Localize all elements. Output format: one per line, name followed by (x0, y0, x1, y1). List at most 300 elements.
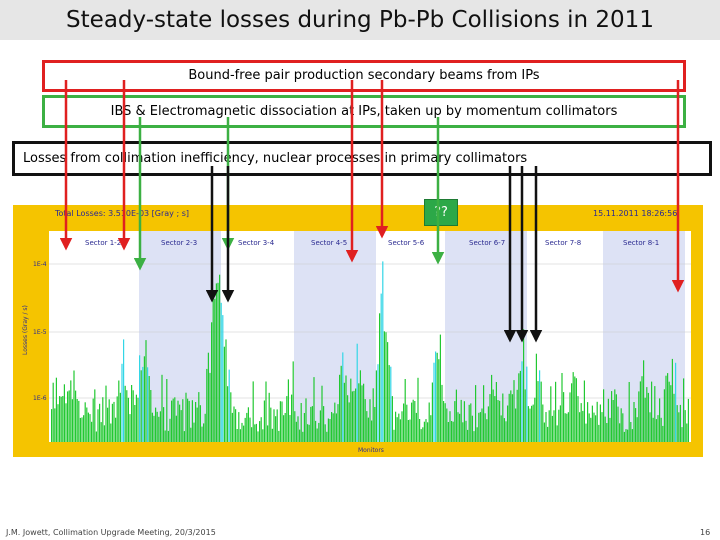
loss-bar (568, 412, 569, 442)
loss-plot (13, 205, 703, 457)
loss-bar (465, 421, 466, 442)
loss-bar (89, 414, 90, 442)
loss-bar (256, 424, 257, 442)
loss-bar (489, 394, 490, 442)
loss-bar (542, 405, 543, 443)
loss-bar (195, 402, 196, 442)
loss-bar (232, 413, 233, 442)
loss-bar (667, 373, 668, 442)
loss-bar (355, 389, 356, 443)
loss-bar (206, 369, 207, 442)
loss-bar (672, 359, 673, 442)
loss-bar (528, 406, 529, 442)
loss-bar (310, 407, 311, 442)
loss-bar (654, 386, 655, 442)
loss-bar (665, 376, 666, 442)
loss-bar (617, 407, 618, 442)
loss-bar (59, 396, 60, 442)
loss-bar (296, 422, 297, 442)
loss-bar (601, 412, 602, 442)
loss-bar (569, 392, 570, 442)
loss-bar (243, 426, 244, 442)
loss-bar (328, 419, 329, 443)
loss-bar (457, 412, 458, 442)
loss-bar (214, 299, 215, 442)
loss-bar (222, 315, 223, 442)
loss-bar (389, 365, 390, 442)
loss-bar (675, 363, 676, 442)
loss-bar (181, 410, 182, 442)
loss-bar (579, 412, 580, 442)
loss-bar (309, 425, 310, 442)
loss-bar (517, 390, 518, 442)
loss-bar (485, 413, 486, 442)
loss-bar (286, 396, 287, 442)
loss-bar (201, 427, 202, 442)
ibs-em-box: IBS & Electromagnetic dissociation at IPs, taken up by momentum collimators (42, 95, 686, 128)
loss-bar (576, 378, 577, 442)
loss-bar (451, 421, 452, 442)
loss-bar (497, 400, 498, 442)
loss-bar (685, 410, 686, 442)
loss-bar (211, 322, 212, 442)
loss-bar (669, 382, 670, 442)
loss-bar (557, 425, 558, 442)
sector-label: Sector 7-8 (545, 239, 582, 247)
loss-bar (621, 408, 622, 442)
loss-bar (646, 387, 647, 442)
loss-bar (171, 401, 172, 442)
loss-bar (563, 392, 564, 442)
loss-bar (157, 412, 158, 442)
loss-bar (361, 385, 362, 442)
loss-bar (409, 420, 410, 443)
loss-bar (456, 390, 457, 442)
loss-bar (128, 398, 129, 442)
loss-bar (381, 294, 382, 442)
loss-bar (467, 430, 468, 442)
sector-label: Sector 6-7 (469, 239, 506, 247)
loss-bar (537, 381, 538, 442)
loss-bar (147, 367, 148, 442)
loss-bar (656, 419, 657, 442)
loss-bar (376, 370, 377, 442)
loss-bar (270, 408, 271, 442)
loss-bar (565, 413, 566, 442)
loss-bar (571, 383, 572, 442)
loss-bar (254, 424, 255, 442)
loss-bar (627, 430, 628, 442)
loss-bar (422, 427, 423, 442)
loss-bar (437, 353, 438, 442)
loss-bar (649, 412, 650, 442)
loss-bar (113, 402, 114, 442)
loss-bar (342, 352, 343, 442)
loss-bar (577, 396, 578, 442)
loss-bar (294, 411, 295, 442)
loss-bar (616, 394, 617, 442)
loss-bar (139, 355, 140, 442)
loss-bar (592, 406, 593, 442)
loss-bar (597, 402, 598, 442)
loss-bar (80, 418, 81, 442)
loss-bar (398, 414, 399, 442)
loss-bar (510, 390, 511, 442)
loss-bar (137, 398, 138, 442)
loss-bar (403, 404, 404, 443)
loss-bar (273, 409, 274, 442)
loss-bar (400, 419, 401, 442)
loss-bar (513, 380, 514, 442)
loss-bar (341, 366, 342, 442)
loss-bar (264, 401, 265, 443)
loss-bar (289, 415, 290, 442)
loss-bar (392, 396, 393, 442)
loss-bar (688, 399, 689, 442)
loss-bar (590, 418, 591, 442)
loss-bar (85, 402, 86, 442)
sector-label: Sector 3-4 (238, 239, 275, 247)
loss-bar (142, 367, 143, 442)
sector-label: Sector 1-2 (85, 239, 122, 247)
loss-bar (499, 401, 500, 442)
loss-bar (73, 371, 74, 443)
loss-bar (93, 399, 94, 442)
loss-bar (269, 393, 270, 442)
loss-bar (134, 405, 135, 442)
y-tick-label: 1E-6 (33, 395, 47, 402)
loss-bar (161, 375, 162, 442)
loss-bar (629, 382, 630, 442)
loss-bar (107, 408, 108, 442)
loss-bar (441, 385, 442, 442)
loss-bar (533, 405, 534, 442)
loss-bar (664, 389, 665, 442)
loss-bar (438, 359, 439, 442)
y-tick-label: 1E-5 (33, 329, 47, 336)
loss-bar (651, 382, 652, 442)
loss-bar (625, 429, 626, 442)
loss-bar (488, 406, 489, 442)
loss-bar (541, 382, 542, 442)
loss-bar (643, 360, 644, 442)
loss-bar (553, 410, 554, 442)
loss-bar (209, 373, 210, 442)
sector-label: Sector 8-1 (623, 239, 660, 247)
y-axis-label: Losses (Gray / s) (22, 305, 29, 355)
loss-bar (262, 429, 263, 442)
loss-bar (325, 424, 326, 442)
loss-bar (363, 384, 364, 442)
loss-bar (83, 415, 84, 442)
loss-bar (96, 432, 97, 443)
loss-bar (259, 421, 260, 442)
loss-bar (358, 383, 359, 442)
loss-bar (429, 403, 430, 443)
loss-bar (531, 406, 532, 442)
loss-bar (593, 413, 594, 442)
loss-bar (227, 386, 228, 442)
loss-bar (333, 413, 334, 442)
loss-bar (65, 403, 66, 442)
loss-bar (136, 395, 137, 442)
loss-bar (101, 422, 102, 442)
loss-bar (446, 409, 447, 443)
loss-bar (483, 385, 484, 442)
loss-bar (653, 418, 654, 442)
loss-bar (560, 405, 561, 442)
loss-bar (595, 415, 596, 442)
loss-bar (406, 405, 407, 442)
loss-bar (126, 390, 127, 442)
loss-bar (574, 377, 575, 443)
loss-bar (163, 407, 164, 442)
loss-bar (145, 340, 146, 442)
loss-bar (443, 401, 444, 442)
loss-bar (217, 283, 218, 442)
loss-bar (99, 404, 100, 442)
loss-bar (417, 378, 418, 442)
loss-bar (299, 430, 300, 442)
loss-bar (566, 414, 567, 442)
loss-bar (337, 404, 338, 442)
loss-bar (56, 378, 57, 442)
loss-bar (600, 405, 601, 443)
loss-bar (494, 396, 495, 442)
loss-bar (78, 401, 79, 442)
loss-bar (192, 400, 193, 442)
loss-bar (155, 408, 156, 442)
loss-bar (440, 335, 441, 442)
loss-bar (478, 413, 479, 442)
loss-bar (544, 423, 545, 443)
loss-bar (526, 367, 527, 442)
loss-bar (677, 405, 678, 442)
loss-bar (312, 406, 313, 442)
loss-bar (235, 409, 236, 442)
loss-bar (585, 424, 586, 442)
loss-bar (545, 412, 546, 442)
loss-bar (117, 396, 118, 442)
loss-bar (462, 422, 463, 442)
loss-bar (609, 418, 610, 442)
loss-bar (110, 424, 111, 443)
loss-bar (278, 431, 279, 442)
loss-bar (336, 413, 337, 442)
loss-bar (187, 399, 188, 442)
loss-bar (277, 409, 278, 442)
loss-bar (421, 429, 422, 442)
loss-bar (64, 384, 65, 442)
loss-bar (366, 411, 367, 442)
loss-bar (464, 401, 465, 442)
loss-bar (662, 426, 663, 442)
loss-bar (430, 415, 431, 442)
loss-bar (419, 419, 420, 442)
loss-bar (416, 413, 417, 442)
loss-bar (385, 332, 386, 442)
loss-bar (505, 421, 506, 442)
loss-bar (165, 431, 166, 443)
loss-bar (190, 428, 191, 442)
loss-bar (477, 427, 478, 442)
loss-bar (329, 419, 330, 442)
loss-bar (326, 432, 327, 442)
loss-bar (520, 371, 521, 442)
loss-bar (461, 400, 462, 442)
loss-bar (115, 418, 116, 442)
loss-bar (481, 409, 482, 443)
loss-bar (454, 401, 455, 442)
loss-bar (67, 391, 68, 442)
loss-bar (453, 422, 454, 442)
loss-bar (200, 405, 201, 442)
loss-bar (331, 412, 332, 442)
loss-bar (149, 376, 150, 442)
loss-bar (472, 416, 473, 442)
loss-bar (339, 375, 340, 442)
loss-bar (198, 392, 199, 442)
loss-bar (169, 419, 170, 442)
loss-bar (369, 399, 370, 442)
loss-bar (445, 403, 446, 442)
loss-bar (670, 385, 671, 442)
loss-bar (518, 373, 519, 442)
loss-bar (624, 432, 625, 442)
loss-bar (683, 378, 684, 442)
loss-bar (75, 391, 76, 442)
loss-bar (587, 402, 588, 442)
loss-bar (632, 429, 633, 442)
loss-bar (197, 408, 198, 442)
loss-bar (582, 411, 583, 442)
loss-bar (640, 381, 641, 442)
loss-bar (608, 399, 609, 442)
loss-bar (347, 395, 348, 442)
loss-bar (184, 431, 185, 442)
loss-bar (233, 407, 234, 443)
loss-bar (424, 422, 425, 442)
loss-bar (257, 431, 258, 442)
loss-bar (280, 401, 281, 442)
loss-bar (301, 403, 302, 442)
loss-bar (534, 398, 535, 442)
loss-bar (248, 407, 249, 442)
loss-bar (390, 367, 391, 442)
loss-bar (475, 385, 476, 442)
loss-bar (168, 431, 169, 442)
loss-bar (427, 422, 428, 442)
loss-bar (321, 386, 322, 442)
loss-bar (493, 390, 494, 443)
loss-bar (94, 389, 95, 442)
loss-bar (435, 352, 436, 443)
loss-bar (160, 411, 161, 442)
loss-bar (680, 405, 681, 442)
loss-bar (357, 344, 358, 442)
sector-label: Sector 2-3 (161, 239, 198, 247)
loss-bar (659, 398, 660, 442)
loss-bar (229, 370, 230, 442)
loss-bar (77, 399, 78, 442)
loss-bar (182, 399, 183, 442)
loss-bar (486, 419, 487, 442)
loss-bar (633, 402, 634, 442)
loss-bar (614, 389, 615, 442)
loss-bar (605, 417, 606, 442)
loss-bar (425, 419, 426, 442)
loss-bar (501, 415, 502, 442)
loss-bar (449, 411, 450, 442)
loss-bar (613, 400, 614, 442)
loss-bar (173, 399, 174, 442)
loss-bar (166, 379, 167, 442)
loss-bar (144, 356, 145, 442)
loss-bar (133, 390, 134, 442)
loss-bar (536, 354, 537, 442)
loss-bar (496, 382, 497, 442)
loss-bar (70, 380, 71, 442)
loss-bar (261, 417, 262, 442)
loss-bar (630, 422, 631, 442)
loss-bar (97, 409, 98, 442)
loss-bar (648, 393, 649, 442)
loss-bar (176, 416, 177, 442)
loss-bar (539, 370, 540, 442)
x-axis-label: Monitors (358, 447, 384, 454)
loss-bar (507, 406, 508, 443)
loss-bar (224, 347, 225, 442)
loss-bar (61, 397, 62, 442)
loss-bar (281, 402, 282, 443)
loss-bar (193, 423, 194, 442)
loss-bar (373, 388, 374, 442)
loss-bar (120, 393, 121, 442)
loss-bar (521, 361, 522, 442)
loss-bar (622, 413, 623, 442)
loss-bar (473, 431, 474, 442)
loss-bar (216, 283, 217, 442)
loss-bar (638, 391, 639, 442)
loss-bar (603, 389, 604, 442)
loss-bar (606, 423, 607, 442)
loss-bar (158, 417, 159, 442)
loss-bar (62, 396, 63, 442)
loss-bar (225, 339, 226, 442)
loss-bar (305, 398, 306, 442)
loss-bar (619, 423, 620, 442)
loss-bar (213, 290, 214, 442)
loss-bar (72, 399, 73, 442)
plot-header-left: Total Losses: 3.510E-03 [Gray ; s] (55, 209, 189, 218)
loss-bar (323, 406, 324, 442)
loss-bar (491, 375, 492, 442)
loss-bar (365, 399, 366, 442)
loss-bar (360, 370, 361, 442)
collimation-box: Losses from collimation inefficiency, nuclear processes in primary collimators (12, 141, 712, 176)
loss-bar (267, 425, 268, 442)
loss-bar (561, 373, 562, 442)
loss-bar (104, 425, 105, 442)
loss-bar (502, 394, 503, 443)
loss-bar (573, 372, 574, 442)
loss-bar (645, 398, 646, 442)
loss-bar (408, 420, 409, 442)
loss-bar (549, 410, 550, 442)
loss-bar (353, 391, 354, 442)
loss-bar (611, 391, 612, 442)
loss-bar (102, 397, 103, 442)
